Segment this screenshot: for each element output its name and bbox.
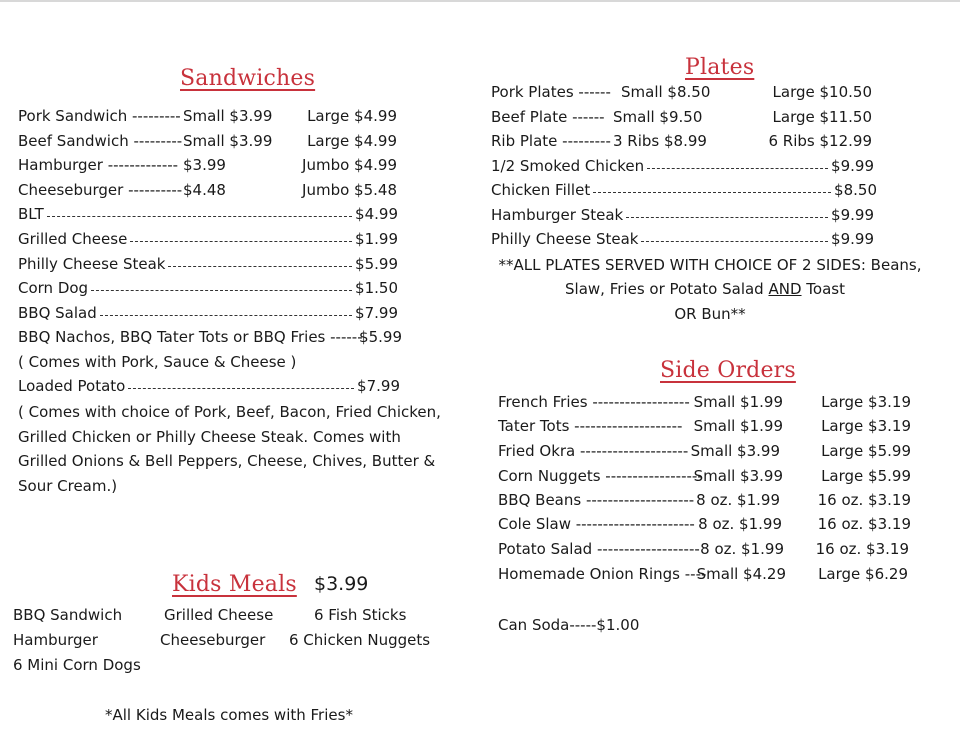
side-item-large-price: Large $3.19 [821,417,911,435]
plate-item-name: Philly Cheese Steak [491,230,639,248]
sandwich-item-name: BBQ Salad [18,304,97,322]
side-item-name: Cole Slaw ---------------------- [498,515,695,533]
can-soda: Can Soda-----$1.00 [498,616,640,634]
kids-item: Hamburger [13,631,98,649]
side-item-name: Potato Salad ------------------- [498,540,700,558]
plates-sides-note-and: AND [768,280,802,298]
sandwich-item-price: $7.99 [355,304,398,322]
side-item-small-price: Small $3.99 [690,442,780,460]
sandwich-item-price: $3.99 [183,156,226,174]
side-item-large-price: 16 oz. $3.19 [817,491,911,509]
plate-item-name: Pork Plates ------ [491,83,611,101]
plate-item-price: $9.99 [831,157,874,175]
loaded-potato-note: Grilled Chicken or Philly Cheese Steak. Comes with [18,428,401,446]
side-item-small-price: 8 oz. $1.99 [698,515,782,533]
side-item-large-price: Large $6.29 [818,565,908,583]
side-item-small-price: Small $4.29 [696,565,786,583]
side-item-large-price: Large $5.99 [821,442,911,460]
sandwich-leader-row [18,254,398,274]
side-item-small-price: Small $1.99 [693,417,783,435]
kids-item: 6 Chicken Nuggets [289,631,431,649]
side-item-name: Fried Okra -------------------- [498,442,689,460]
side-item-name: Homemade Onion Rings ---- [498,565,707,583]
kids-item: BBQ Sandwich [13,606,123,624]
sandwich-item-price: $7.99 [357,377,400,395]
kids-item: Grilled Cheese [164,606,274,624]
loaded-potato-note: Sour Cream.) [18,477,118,495]
sandwich-item-name: Cheeseburger ---------- [18,181,183,199]
side-item-small-price: Small $1.99 [693,393,783,411]
sandwich-item-name: Philly Cheese Steak [18,255,166,273]
side-item-name: French Fries ------------------ [498,393,690,411]
sandwich-item-note: ( Comes with Pork, Sauce & Cheese ) [18,353,297,371]
sandwich-item-price: Small $3.99 [183,107,273,125]
sandwich-leader-row [18,278,398,298]
sandwich-leader-row [18,204,398,224]
sandwich-leader-row [18,229,398,249]
sandwich-item-name: Pork Sandwich --------- [18,107,181,125]
plate-leader-row [491,205,874,225]
plates-heading: Plates [685,55,755,80]
plates-sides-note-part: Toast [801,280,845,298]
side-item-large-price: Large $3.19 [821,393,911,411]
kids-item: 6 Fish Sticks [314,606,407,624]
sandwich-item-price: $4.99 [355,205,398,223]
sandwich-item-name: BBQ Nachos, BBQ Tater Tots or BBQ Fries ------ [18,328,363,346]
kids-meals-price: $3.99 [314,573,369,595]
plate-leader-row [491,156,874,176]
plate-item-name: 1/2 Smoked Chicken [491,157,645,175]
kids-item: 6 Mini Corn Dogs [13,656,141,674]
side-orders-heading: Side Orders [660,358,796,383]
plate-leader-row [491,229,874,249]
sandwich-item-alt-price: Large $4.99 [307,132,397,150]
sandwiches-heading: Sandwiches [180,66,316,91]
plate-item-price: $9.99 [831,206,874,224]
sandwich-item-alt-price: Jumbo $5.48 [302,181,397,199]
sandwich-item-name: Grilled Cheese [18,230,128,248]
plate-item-price: Small $9.50 [613,108,703,126]
side-item-large-price: 16 oz. $3.19 [815,540,909,558]
plates-sides-note: OR Bun** [674,305,746,323]
plates-sides-note-part: Slaw, Fries or Potato Salad [565,280,769,298]
side-item-name: Tater Tots -------------------- [498,417,683,435]
sandwich-item-name: Beef Sandwich --------- [18,132,183,150]
side-item-large-price: 16 oz. $3.19 [817,515,911,533]
plate-item-name: Chicken Fillet [491,181,591,199]
plate-item-alt-price: Large $10.50 [772,83,872,101]
sandwich-leader-row [18,303,398,323]
loaded-potato-note: ( Comes with choice of Pork, Beef, Bacon, Fried Chicken, [18,403,441,421]
sandwich-item-price: Small $3.99 [183,132,273,150]
side-item-small-price: 8 oz. $1.99 [696,491,780,509]
plate-item-price: 3 Ribs $8.99 [613,132,707,150]
kids-item: Cheeseburger [160,631,266,649]
plate-item-name: Hamburger Steak [491,206,624,224]
sandwich-item-name: Hamburger ------------- [18,156,179,174]
sandwich-item-name: BLT [18,205,44,223]
plate-item-alt-price: Large $11.50 [772,108,872,126]
sandwich-item-alt-price: Large $4.99 [307,107,397,125]
side-item-name: BBQ Beans -------------------- [498,491,695,509]
side-item-name: Corn Nuggets ------------------ [498,467,703,485]
sandwich-leader-row [18,376,400,396]
plate-item-price: $9.99 [831,230,874,248]
sandwich-item-price: $5.99 [355,255,398,273]
plate-item-name: Beef Plate ------ [491,108,605,126]
plate-leader-row [491,180,877,200]
sandwich-item-price: $5.99 [359,328,402,346]
kids-meals-heading: Kids Meals [172,572,297,597]
sandwich-item-name: Corn Dog [18,279,89,297]
sandwich-item-price: $1.99 [355,230,398,248]
sandwich-item-price: $4.48 [183,181,226,199]
plates-sides-note: **ALL PLATES SERVED WITH CHOICE OF 2 SIDES: Beans, [498,256,922,274]
plate-item-price: Small $8.50 [621,83,711,101]
sandwich-item-price: $1.50 [355,279,398,297]
plate-item-name: Rib Plate --------- [491,132,611,150]
sandwich-item-name: Loaded Potato [18,377,126,395]
plates-sides-note [480,279,930,299]
plate-item-price: $8.50 [834,181,877,199]
side-item-large-price: Large $5.99 [821,467,911,485]
plate-item-alt-price: 6 Ribs $12.99 [768,132,872,150]
kids-meals-note: *All Kids Meals comes with Fries* [105,706,353,724]
side-item-small-price: 8 oz. $1.99 [700,540,784,558]
top-border [0,0,960,2]
sandwich-item-alt-price: Jumbo $4.99 [302,156,397,174]
side-item-small-price: Small $3.99 [693,467,783,485]
loaded-potato-note: Grilled Onions & Bell Peppers, Cheese, Chives, Butter & [18,452,436,470]
